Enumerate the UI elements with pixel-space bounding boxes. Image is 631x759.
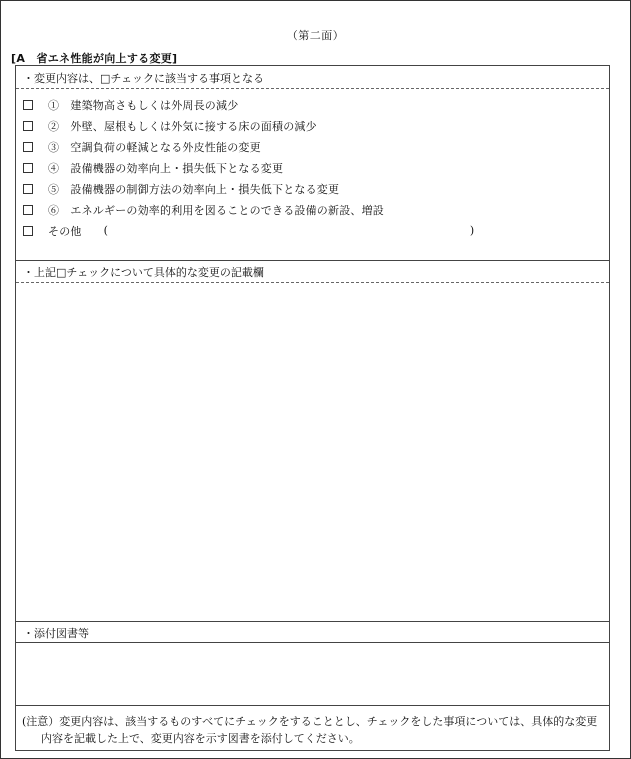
change-contents-label: ・変更内容は、□チェックに該当する事項となる [23, 72, 265, 85]
option-3-checkbox[interactable] [23, 142, 33, 152]
option-6-checkbox[interactable] [23, 205, 33, 215]
other-close-paren: ) [469, 224, 475, 237]
option-item-1 [23, 94, 603, 115]
change-options-list [23, 94, 603, 241]
option-other-checkbox[interactable] [23, 226, 33, 236]
note-block [22, 713, 607, 747]
attachments-row-divider [16, 621, 609, 622]
option-6-label: ⑥ エネルギーの効率的利用を図ることのできる設備の新設、増設 [48, 203, 384, 217]
option-item-6 [23, 199, 603, 220]
option-3-label: ③ 空調負荷の軽減となる外皮性能の変更 [48, 140, 261, 154]
option-4-checkbox[interactable] [23, 163, 33, 173]
details-dashed-divider [16, 282, 609, 283]
note-line-1: (注意）変更内容は、該当するものすべてにチェックをすることとし、チェックをした事項については、具体的な変更 [22, 715, 598, 728]
option-other-label: その他 [48, 224, 82, 238]
option-item-5 [23, 178, 603, 199]
option-2-checkbox[interactable] [23, 121, 33, 131]
option-2-label: ② 外壁、屋根もしくは外気に接する床の面積の減少 [48, 119, 317, 133]
details-label: ・上記□チェックについて具体的な変更の記載欄 [23, 266, 264, 279]
attachments-label: ・添付図書等 [23, 627, 89, 640]
page-number: （第二面） [286, 29, 345, 42]
note-line-2: 内容を記載した上で、変更内容を示す図書を添付してください。 [41, 732, 360, 745]
option-1-checkbox[interactable] [23, 100, 33, 110]
option-5-label: ⑤ 設備機器の制御方法の効率向上・損失低下となる変更 [48, 182, 340, 196]
option-item-3 [23, 136, 603, 157]
other-open-paren: ( [103, 224, 108, 237]
change-contents-dashed-divider [16, 88, 609, 89]
option-5-checkbox[interactable] [23, 184, 33, 194]
option-item-2 [23, 115, 603, 136]
option-1-label: ① 建築物高さもしくは外周長の減少 [48, 98, 239, 112]
section-heading: [A 省エネ性能が向上する変更] [11, 52, 178, 65]
note-row-divider [16, 705, 609, 706]
option-4-label: ④ 設備機器の効率向上・損失低下となる変更 [48, 161, 284, 175]
option-item-4 [23, 157, 603, 178]
option-item-other [23, 220, 603, 241]
form-table [15, 65, 610, 751]
attachments-inner-divider [16, 642, 609, 643]
details-row-divider [16, 260, 609, 261]
